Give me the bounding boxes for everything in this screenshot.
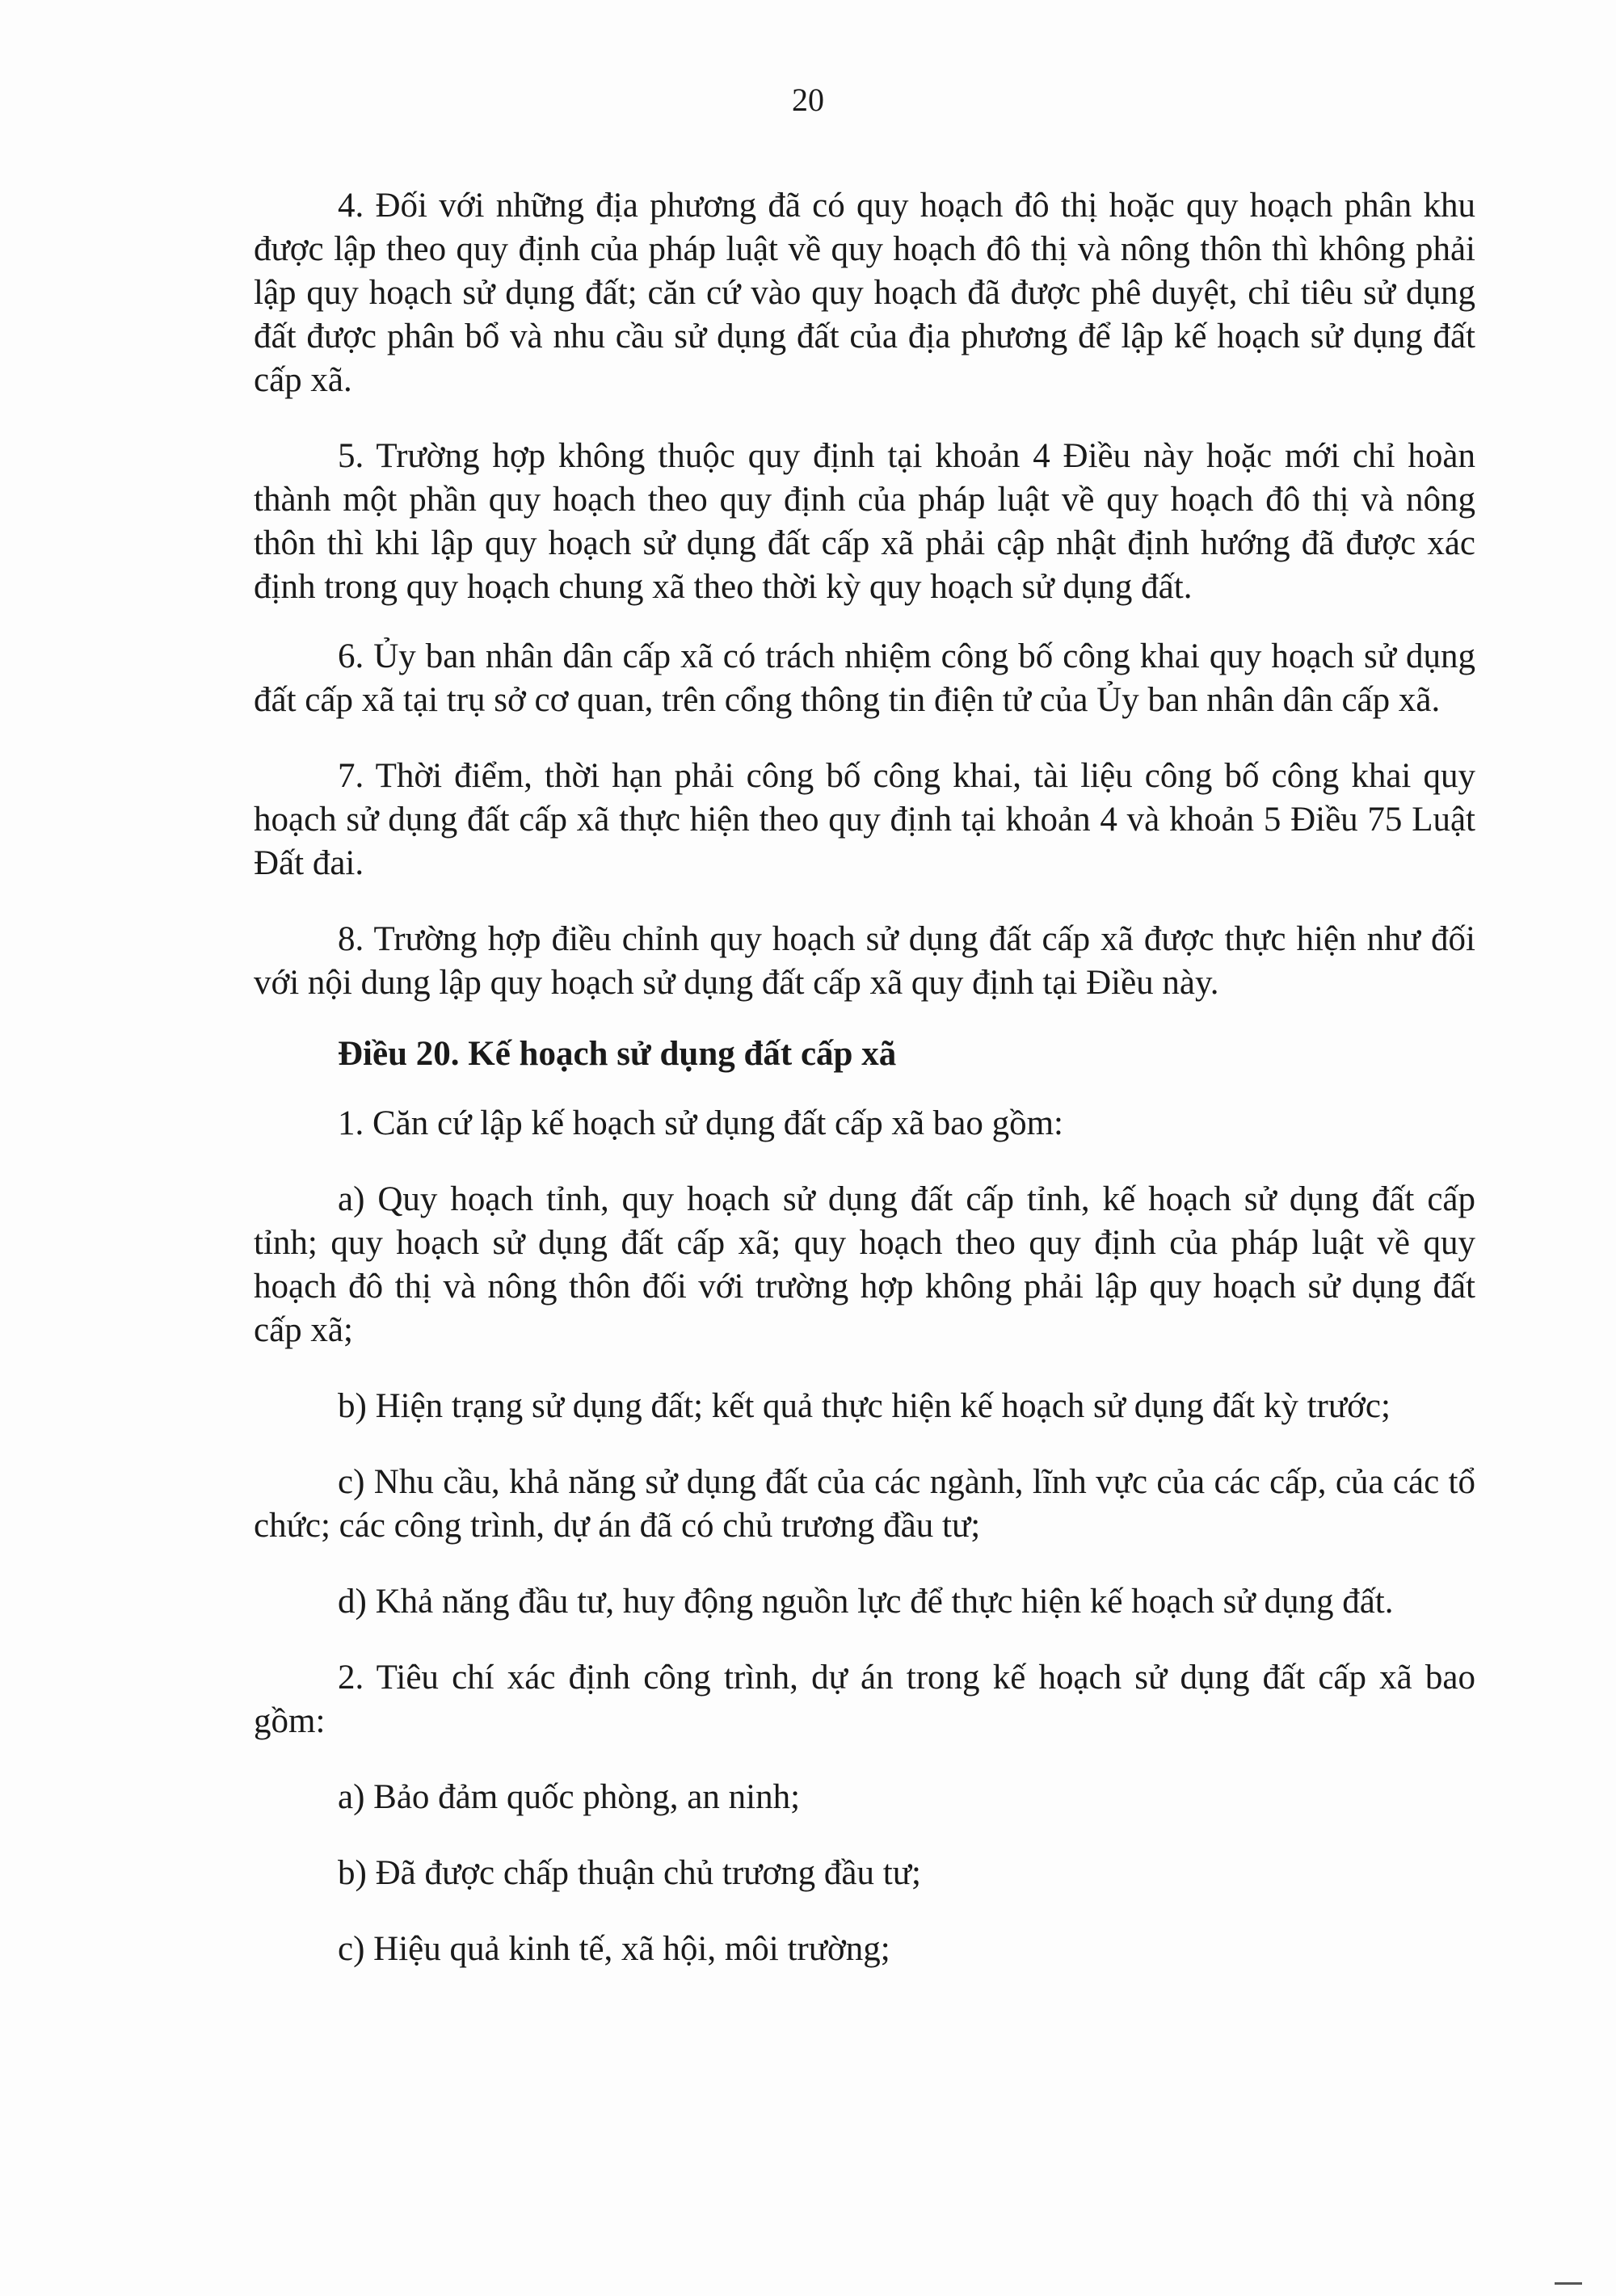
clause-2-item-a: a) Bảo đảm quốc phòng, an ninh; — [338, 1778, 801, 1816]
clause-2-item-b: b) Đã được chấp thuận chủ trương đầu tư; — [338, 1854, 921, 1892]
article-heading: Điều 20. Kế hoạch sử dụng đất cấp xã — [338, 1035, 897, 1073]
scan-mark — [1555, 2282, 1582, 2285]
document-body — [254, 184, 1475, 1971]
clause-1-item-b: b) Hiện trạng sử dụng đất; kết quả thực hiện kế hoạch sử dụng đất kỳ trước; — [338, 1387, 1391, 1425]
clause-2-item-c: c) Hiệu quả kinh tế, xã hội, môi trường; — [338, 1930, 890, 1968]
clause-1-intro: 1. Căn cứ lập kế hoạch sử dụng đất cấp xã bao gồm: — [338, 1104, 1064, 1142]
page-number: 20 — [792, 82, 824, 118]
paragraph-clause-6: 6. Ủy ban nhân dân cấp xã có trách nhiệm công bố công khai quy hoạch sử dụng đất cấp xã tại trụ sở cơ quan, trên cổng thông tin điện tử của Ủy ban nhân dân cấp xã. — [254, 637, 1475, 719]
paragraph-clause-5: 5. Trường hợp không thuộc quy định tại khoản 4 Điều này hoặc mới chỉ hoàn thành một phần quy hoạch theo quy định của pháp luật về quy hoạch đô thị và nông thôn thì khi lập quy hoạch sử dụng đất cấp xã phải cập nhật định hướng đã được xác định trong quy hoạch chung xã theo thời kỳ quy hoạch sử dụng đất. — [254, 437, 1475, 606]
paragraph-clause-8: 8. Trường hợp điều chỉnh quy hoạch sử dụng đất cấp xã được thực hiện như đối với nội dung lập quy hoạch sử dụng đất cấp xã quy định tại Điều này. — [254, 920, 1475, 1002]
clause-1-item-a: a) Quy hoạch tỉnh, quy hoạch sử dụng đất cấp tỉnh, kế hoạch sử dụng đất cấp tỉnh; quy hoạch sử dụng đất cấp xã; quy hoạch theo quy định của pháp luật về quy hoạch đô thị và nông thôn đối với trường hợp không phải lập quy hoạch sử dụng đất cấp xã; — [254, 1180, 1475, 1349]
clause-1-item-c: c) Nhu cầu, khả năng sử dụng đất của các ngành, lĩnh vực của các cấp, của các tổ chức; các công trình, dự án đã có chủ trương đầu tư; — [254, 1463, 1475, 1545]
clause-2-intro: 2. Tiêu chí xác định công trình, dự án trong kế hoạch sử dụng đất cấp xã bao gồm: — [254, 1659, 1475, 1740]
paragraph-clause-4: 4. Đối với những địa phương đã có quy hoạch đô thị hoặc quy hoạch phân khu được lập theo quy định của pháp luật về quy hoạch đô thị và nông thôn thì không phải lập quy hoạch sử dụng đất; căn cứ vào quy hoạch đã được phê duyệt, chỉ tiêu sử dụng đất được phân bổ và nhu cầu sử dụng đất của địa phương để lập kế hoạch sử dụng đất cấp xã. — [254, 187, 1475, 399]
paragraph-clause-7: 7. Thời điểm, thời hạn phải công bố công khai, tài liệu công bố công khai quy hoạch sử dụng đất cấp xã thực hiện theo quy định tại khoản 4 và khoản 5 Điều 75 Luật Đất đai. — [254, 757, 1475, 882]
clause-1-item-d: d) Khả năng đầu tư, huy động nguồn lực để thực hiện kế hoạch sử dụng đất. — [338, 1583, 1394, 1621]
